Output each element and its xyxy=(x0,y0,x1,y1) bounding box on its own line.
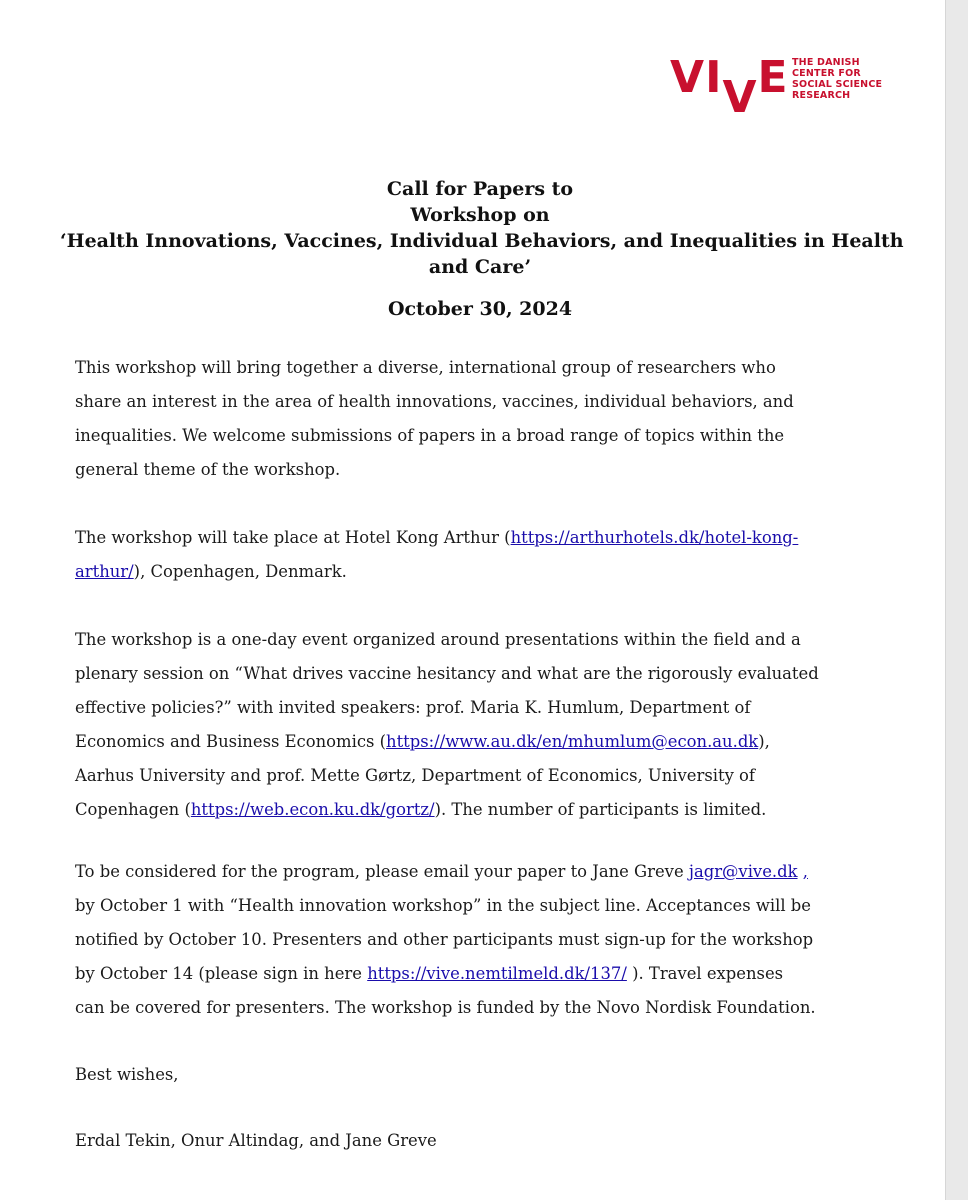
logo-wordmark xyxy=(670,52,789,123)
title-line: and Care’ xyxy=(428,256,532,278)
text-line: share an interest in the area of health innovations, vaccines, individual behaviors, and xyxy=(75,392,794,411)
document-title xyxy=(60,176,904,280)
logo-letter: V xyxy=(670,52,706,103)
text-fragment: Economics and Business Economics ( xyxy=(75,732,387,751)
logo-tagline-line: SOCIAL SCIENCE xyxy=(792,79,883,90)
text-line: This workshop will bring together a diverse, international group of researchers who xyxy=(75,358,776,377)
submission-paragraph xyxy=(75,855,905,1025)
page-edge xyxy=(945,0,968,1200)
text-line: Aarhus University and prof. Mette Gørtz, Department of Economics, University of xyxy=(75,766,755,785)
signup-link[interactable]: https://vive.nemtilmeld.dk/137/ xyxy=(367,964,627,983)
text-fragment: ), Copenhagen, Denmark. xyxy=(133,562,347,581)
text-line: plenary session on “What drives vaccine hesitancy and what are the rigorously evaluated xyxy=(75,664,819,683)
humlum-link[interactable]: https://www.au.dk/en/mhumlum@econ.au.dk xyxy=(386,732,759,751)
text-line: effective policies?” with invited speakers: prof. Maria K. Humlum, Department of xyxy=(75,698,751,717)
closing-wishes: Best wishes, xyxy=(75,1065,179,1084)
title-line: Call for Papers to xyxy=(386,178,574,200)
hotel-link[interactable]: https://arthurhotels.dk/hotel-kong- xyxy=(510,528,799,547)
text-fragment: To be considered for the program, please email your paper to Jane Greve xyxy=(75,862,689,881)
text-line: by October 1 with “Health innovation workshop” in the subject line. Acceptances will be xyxy=(75,896,811,915)
text-fragment: ). Travel expenses xyxy=(626,964,784,983)
logo-tagline-line: CENTER FOR xyxy=(792,68,861,79)
program-paragraph xyxy=(75,623,905,827)
text-line: notified by October 10. Presenters and other participants must sign-up for the workshop xyxy=(75,930,814,949)
title-line: ‘Health Innovations, Vaccines, Individual Behaviors, and Inequalities in Health xyxy=(60,230,904,252)
text-fragment: Copenhagen ( xyxy=(75,800,191,819)
text-line: can be covered for presenters. The workshop is funded by the Novo Nordisk Foundation. xyxy=(75,998,816,1017)
venue-paragraph xyxy=(75,521,905,589)
text-fragment: ), xyxy=(758,732,770,751)
email-link-comma[interactable]: , xyxy=(802,862,808,881)
signature: Erdal Tekin, Onur Altindag, and Jane Greve xyxy=(75,1131,437,1150)
text-fragment: by October 14 (please sign in here xyxy=(75,964,368,983)
logo-letter: E xyxy=(757,52,789,103)
text-line xyxy=(75,725,905,759)
text-line: general theme of the workshop. xyxy=(75,460,341,479)
text-fragment: The workshop will take place at Hotel Kong Arthur ( xyxy=(75,528,511,547)
gortz-link[interactable]: https://web.econ.ku.dk/gortz/ xyxy=(190,800,435,819)
email-link[interactable]: jagr@vive.dk xyxy=(688,862,798,881)
text-fragment: ). The number of participants is limited. xyxy=(434,800,767,819)
logo-tagline-line: RESEARCH xyxy=(792,90,851,101)
logo-tagline-line: THE DANISH xyxy=(792,57,860,68)
text-line xyxy=(75,855,905,889)
logo-letter: V xyxy=(722,72,758,123)
hotel-link-continued[interactable]: arthur/ xyxy=(75,562,134,581)
text-line: The workshop is a one-day event organized around presentations within the field and a xyxy=(75,630,801,649)
logo-tagline xyxy=(792,57,882,101)
title-line: Workshop on xyxy=(410,204,550,226)
text-line xyxy=(75,521,905,555)
text-line xyxy=(75,793,905,827)
text-line: inequalities. We welcome submissions of papers in a broad range of topics within the xyxy=(75,426,785,445)
text-line xyxy=(75,957,905,991)
intro-paragraph xyxy=(75,351,905,487)
event-date: October 30, 2024 xyxy=(387,298,573,320)
vive-logo xyxy=(670,52,900,126)
text-line xyxy=(75,555,905,589)
logo-letter: I xyxy=(705,52,723,103)
